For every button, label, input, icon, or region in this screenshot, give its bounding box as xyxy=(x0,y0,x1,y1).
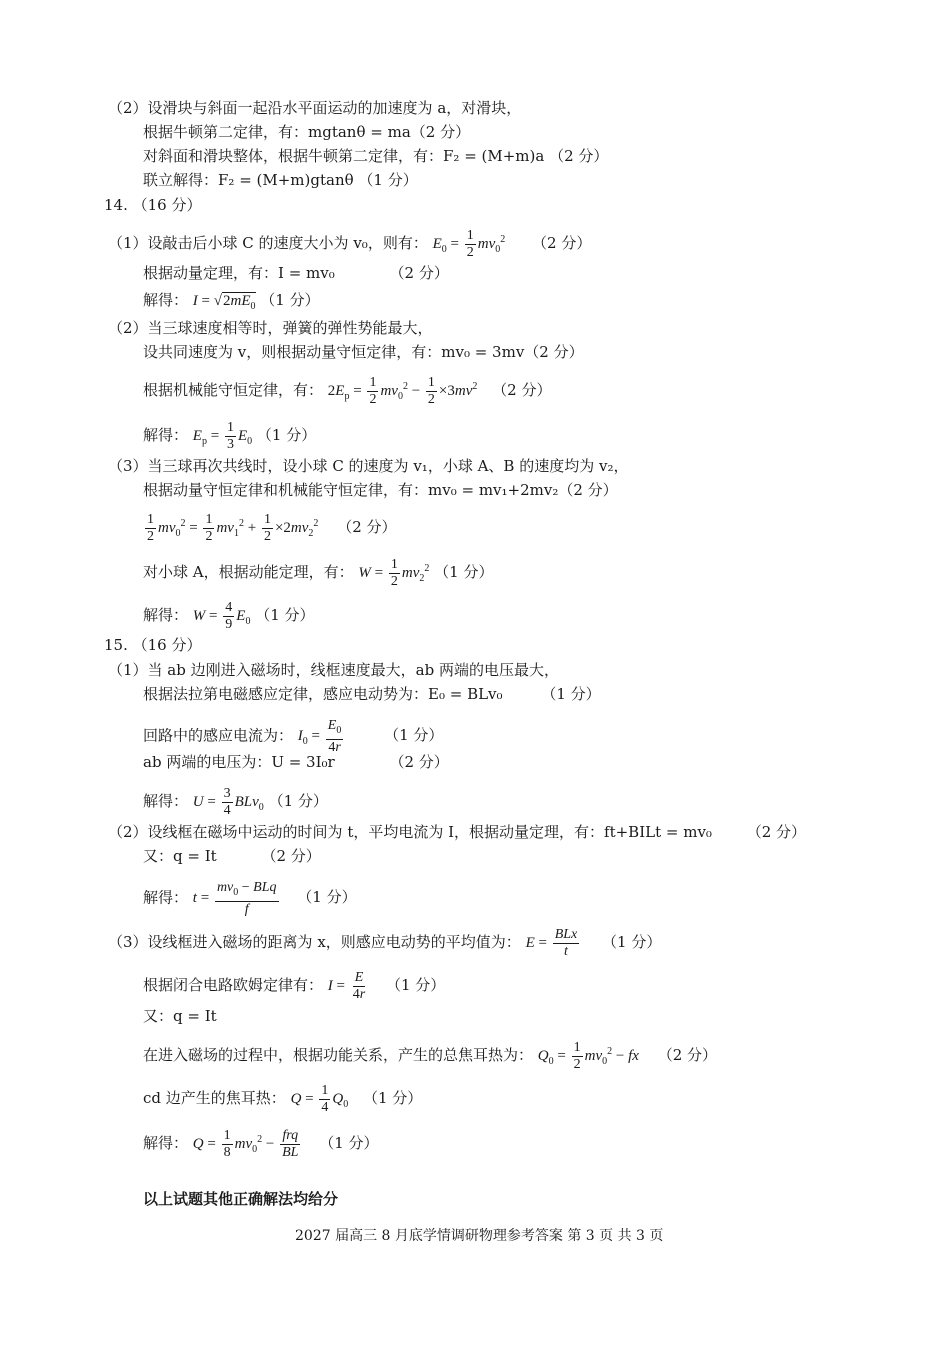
q14-part1-text: （1）设敲击后小球 C 的速度大小为 v₀，则有： xyxy=(108,233,428,252)
q15-part3-line1-equation: I = $\frac{E}{4r}$ xyxy=(327,970,366,1002)
q14-part2-line2-equation: $2E_p$ = $\frac{1}{2}$ $mv_0^2$ − $\frac{1}{2}$ $\times 3mv^2$ xyxy=(327,375,478,407)
q15-part3-line2: 又：q = It xyxy=(143,1007,217,1025)
q15-part3-line4-equation: Q = $\frac{1}{4}$ $Q_0$ xyxy=(290,1083,349,1115)
q15-part3-line1-label: 根据闭合电路欧姆定律有： xyxy=(143,975,324,994)
q14-part3-line4 xyxy=(143,600,315,633)
page-footer: 2027 届高三 8 月底学情调研物理参考答案 第 3 页 共 3 页 xyxy=(295,1228,664,1244)
q15-part1-heading: （1）当 ab 边刚进入磁场时，线框速度最大，ab 两端的电压最大， xyxy=(108,661,559,679)
q14-part2-line2-label: 根据机械能守恒定律，有： xyxy=(143,380,324,399)
q14-part1-line2-text: 根据动量定理，有：I = mv₀ xyxy=(143,264,335,282)
q13-part2-line1: 根据牛顿第二定律，有：mgtanθ = ma（2 分） xyxy=(143,123,471,141)
q13-part2-line3: 联立解得：F₂ = (M+m)gtanθ （1 分） xyxy=(143,171,418,189)
q15-part2-line1 xyxy=(143,846,321,866)
q15-part1-line2 xyxy=(143,718,443,756)
q14-part3-line3-label: 对小球 A，根据动能定理，有： xyxy=(143,562,354,581)
q15-part3-line1 xyxy=(143,970,445,1003)
q14-part2-line3-equation: $E_p$ = $\frac{1}{3}$ $E_0$ xyxy=(192,420,253,452)
q14-part3-line1: 根据动量守恒定律和机械能守恒定律，有：mv₀ = mv₁+2mv₂（2 分） xyxy=(143,481,618,499)
q14-part1-score: （2 分） xyxy=(532,233,592,252)
q15-part3-line5-label: 解得： xyxy=(143,1133,189,1152)
q14-part3-line3-equation: W = $\frac{1}{2}$ $mv_2^2$ xyxy=(358,557,430,589)
q15-part2-heading-score: （2 分） xyxy=(746,823,807,841)
q15-part3-line1-score: （1 分） xyxy=(386,975,446,994)
q15-part3-line5-score: （1 分） xyxy=(319,1133,379,1152)
q14-part1-line2 xyxy=(143,263,449,283)
q14-part3-line2-equation: $\frac{1}{2}$ $mv_0^2$ = $\frac{1}{2}$ $mv_1^2$ + $\frac{1}{2}$ $\times 2mv_2^2$ xyxy=(147,512,319,544)
q15-part3-line4 xyxy=(143,1083,422,1116)
q14-part2-line2-score: （2 分） xyxy=(492,380,552,399)
q15-part1-line4-equation: U = $\frac{3}{4}$ BLv$_0$ xyxy=(192,786,264,818)
q15-part1-line1 xyxy=(143,684,601,704)
q15-part2-line1-score: （2 分） xyxy=(261,847,321,865)
q15-part3-line4-score: （1 分） xyxy=(363,1088,423,1107)
q15-part1-line4-label: 解得： xyxy=(143,791,189,810)
q14-part3-line2-score: （2 分） xyxy=(337,517,397,536)
q15-part3-heading xyxy=(108,927,661,960)
grading-note: 以上试题其他正确解法均给分 xyxy=(143,1190,339,1208)
q14-part2-line1: 设共同速度为 v，则根据动量守恒定律，有：mv₀ = 3mv（2 分） xyxy=(143,343,584,361)
q15-part1-line3-score: （2 分） xyxy=(389,753,449,771)
q15-part1-line1-score: （1 分） xyxy=(541,685,601,703)
q14-heading: 14. （16 分） xyxy=(104,196,202,214)
q14-part3-line3 xyxy=(143,557,493,590)
q14-part3-line4-equation: W = $\frac{4}{9}$ $E_0$ xyxy=(192,600,251,632)
q14-part1-heading xyxy=(108,228,591,261)
q15-part3-heading-score: （1 分） xyxy=(602,932,662,951)
q15-part3-line5-equation: Q = $\frac{1}{8}$ $mv_0^2$ − $\frac{\text{frq}}{BL}$ xyxy=(192,1128,299,1160)
q14-part1-line3-label: 解得： xyxy=(143,291,189,309)
q15-part1-line3 xyxy=(143,752,449,772)
q14-part3-line2 xyxy=(143,512,397,545)
q14-part3-heading: （3）当三球再次共线时，设小球 C 的速度为 v₁，小球 A、B 的速度均为 v₂， xyxy=(108,457,629,475)
q15-part1-line4 xyxy=(143,786,328,819)
q15-part3-line5 xyxy=(143,1128,379,1161)
q15-part3-line3 xyxy=(143,1040,717,1073)
q14-part1-line2-score: （2 分） xyxy=(389,264,449,282)
q15-part2-line2-label: 解得： xyxy=(143,888,189,907)
q13-part2-line2: 对斜面和滑块整体，根据牛顿第二定律，有：F₂ = (M+m)a （2 分） xyxy=(143,147,609,165)
q14-part1-line3-score: （1 分） xyxy=(260,291,320,309)
q15-part1-line1-text: 根据法拉第电磁感应定律，感应电动势为：E₀ = BLv₀ xyxy=(143,685,503,703)
q13-part2-heading: （2）设滑块与斜面一起沿水平面运动的加速度为 a，对滑块， xyxy=(108,99,522,117)
q14-part2-line3-score: （1 分） xyxy=(256,425,317,444)
q15-heading: 15. （16 分） xyxy=(104,636,202,654)
q15-part1-line3-text: ab 两端的电压为：U = 3I₀r xyxy=(143,753,335,771)
q14-part2-line2 xyxy=(143,375,551,408)
q15-part3-line3-label: 在进入磁场的过程中，根据功能关系，产生的总焦耳热为： xyxy=(143,1045,534,1064)
q15-part3-line3-equation: $Q_0$ = $\frac{1}{2}$ $mv_0^2$ − fx xyxy=(537,1040,639,1072)
q15-part1-line2-equation: $I_0$ = $\frac{E_0}{4r}$ xyxy=(297,718,342,755)
q15-part2-heading-text: （2）设线框在磁场中运动的时间为 t，平均电流为 I，根据动量定理，有：ft+BILt = mv₀ xyxy=(108,823,712,841)
q15-part3-heading-equation: E = $\frac{\text{BLx}}{t}$ xyxy=(525,927,578,959)
q15-part2-line1-text: 又：q = It xyxy=(143,847,217,865)
q15-part3-heading-text: （3）设线框进入磁场的距离为 x，则感应电动势的平均值为： xyxy=(108,932,521,951)
q15-part2-heading xyxy=(108,822,806,842)
q15-part2-line2-score: （1 分） xyxy=(297,888,357,907)
q14-part1-line3 xyxy=(143,290,320,317)
q14-part2-line3-label: 解得： xyxy=(143,425,189,444)
q15-part1-line2-score: （1 分） xyxy=(384,726,444,745)
q15-part2-line2 xyxy=(143,880,357,918)
q14-part1-line3-equation: $I = √2mE_0$ xyxy=(192,293,256,312)
q14-part3-line4-score: （1 分） xyxy=(255,605,315,624)
q14-part3-line3-score: （1 分） xyxy=(434,562,494,581)
q14-part2-line3 xyxy=(143,420,316,453)
q15-part3-line4-label: cd 边产生的焦耳热： xyxy=(143,1088,286,1107)
q14-part2-heading: （2）当三球速度相等时，弹簧的弹性势能最大， xyxy=(108,319,433,337)
q15-part2-line2-equation: t = $\frac{mv_0 - BLq}{f}$ xyxy=(192,880,277,917)
q14-part3-line4-label: 解得： xyxy=(143,605,189,624)
q15-part1-line2-label: 回路中的感应电流为： xyxy=(143,726,294,745)
q15-part1-line4-score: （1 分） xyxy=(268,791,328,810)
q14-part1-equation: $E_0$ = $\frac{1}{2}$ $mv_0^2$ xyxy=(432,228,506,260)
q15-part3-line3-score: （2 分） xyxy=(657,1045,717,1064)
